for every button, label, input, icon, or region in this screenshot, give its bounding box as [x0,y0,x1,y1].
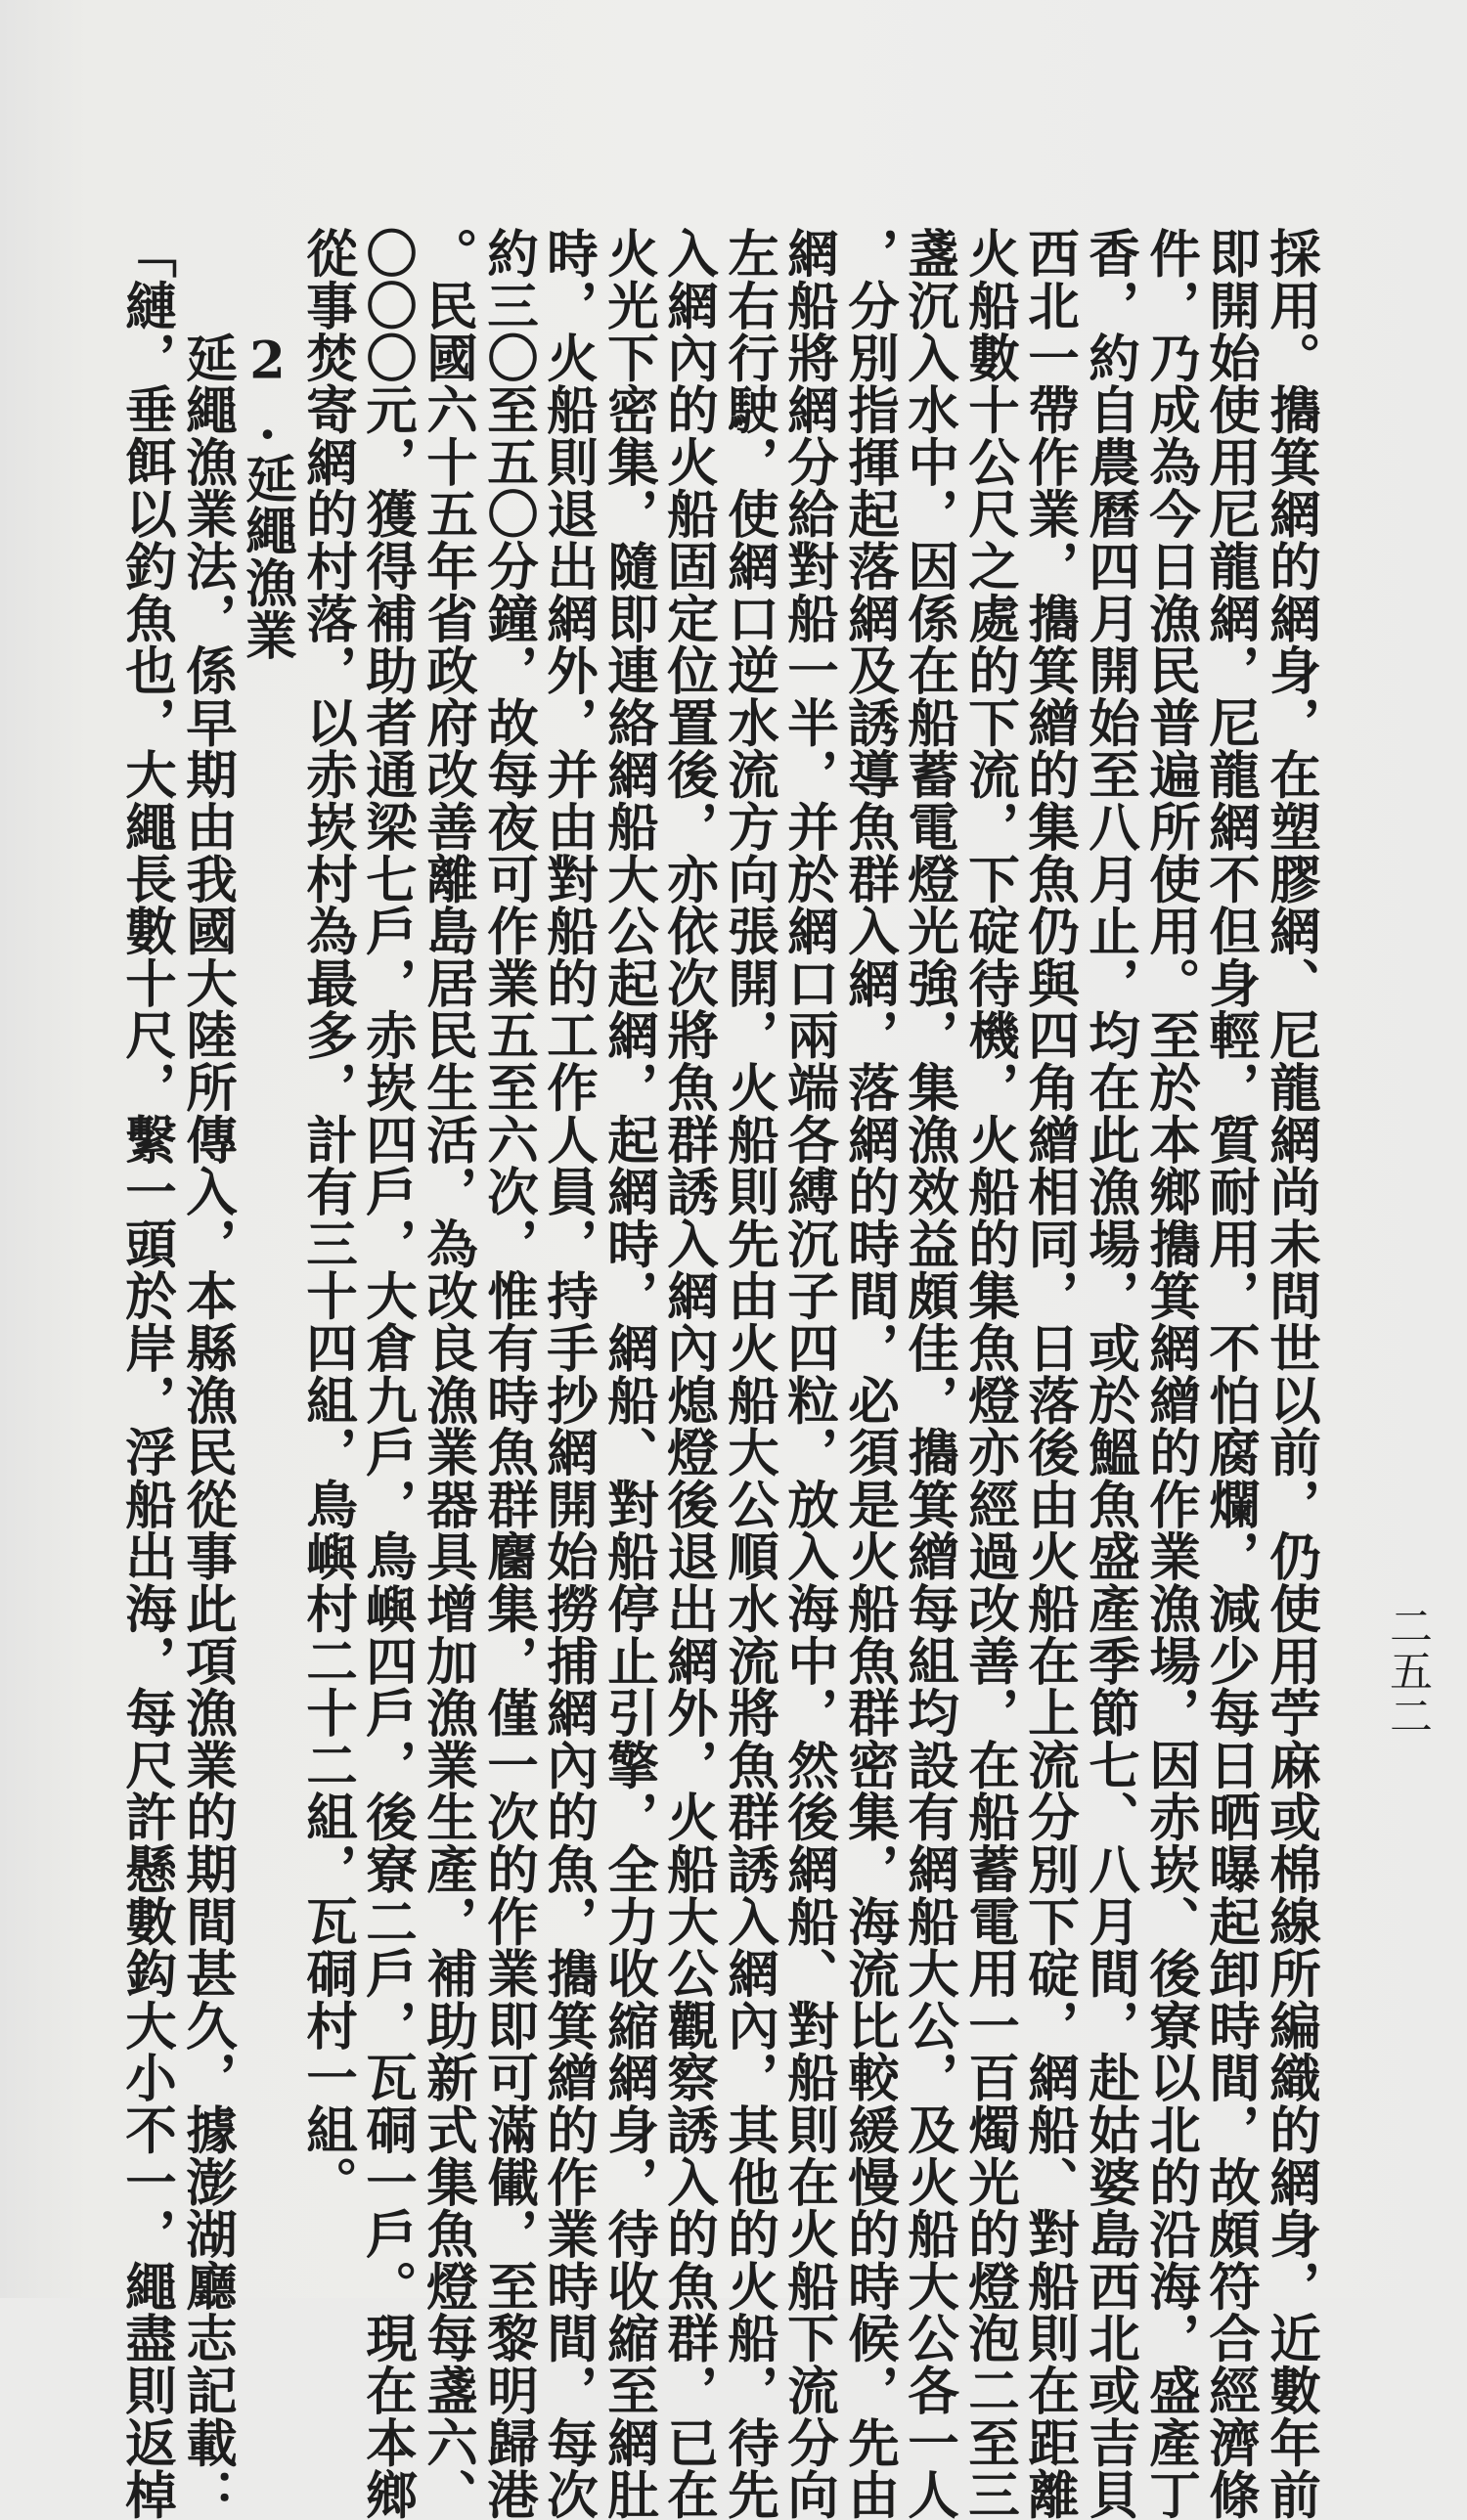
text-column-5: 西北一帶作業，㩦箕繒的集魚仍與四角繒相同，日落後由火船在上流分別下碇，網船、對船則在距離 [1020,227,1080,2520]
text-column-10: 左右行駛，使網口逆水流方向張開，火船則先由火船大公順水流將魚群誘入網內，其他的火船，待先 [720,227,779,2520]
text-column-14: 約三〇至五〇分鐘，故每夜可作業五至六次，惟有時魚群麕集，僅一次的作業即可滿儎，至黎明歸港 [479,227,539,2520]
text-column-11: 入網內的火船固定位置後，亦依次將魚群誘入網內熄燈後退出網外，火船大公觀察誘入的魚群，已在 [659,227,719,2520]
text-column-7: 盞沉入水中，因係在船蓄電燈光強，集漁效益頗佳，㩦箕繒每組均設有網船大公，及火船大公各一人 [900,227,959,2520]
text-column-16: 〇〇〇元，獲得補助者通梁七戶，赤崁四戶，大倉九戶，鳥嶼四戶，後寮二戶，瓦硐一戶。現在本鄉 [358,227,418,2520]
text-column-3: 件，乃成為今日漁民普遍所使用。至於本鄉㩦箕網繒的作業漁場，因赤崁、後寮以北的沿海，盛產丁 [1141,227,1201,2520]
text-column-8: ，分別指揮起落網及誘導魚群入網，落網的時間，必須是火船魚群密集，海流比較緩慢的時候，先由 [840,227,900,2520]
page-number: 二五二 [1382,1604,1432,1739]
text-column-6: 火船數十公尺之處的下流，下碇待機，火船的集魚燈亦經過改善，在船蓄電用一百燭光的燈泡二至三 [960,227,1020,2520]
text-column-1: 採用。㩦箕網的網身，在塑膠網、尼龍網尚未問世以前，仍使用苧麻或棉線所編織的網身，近數年前 [1262,227,1321,2520]
text-column-9: 網船將網分給對船一半，并於網口兩端各縛沉子四粒，放入海中，然後網船、對船則在火船下流分向 [779,227,839,2520]
section-heading: 2.延繩漁業 [238,227,297,661]
text-column-13: 時，火船則退出網外，并由對船的工作人員，持手抄網開始撈捕網內的魚，㩦箕繒的作業時間，每次 [539,227,599,2520]
text-column-19: 延繩漁業法，係早期由我國大陸所傳入，本縣漁民從事此項漁業的期間甚久，據澎湖廳志記載： [178,227,238,2520]
text-column-12: 火光下密集，隨即連絡網船大公起網，起網時，網船、對船停止引擎，全力收縮網身，待收縮至網肚 [600,227,659,2520]
text-column-2: 即開始使用尼龍網，尼龍網不但身輕，質耐用，不怕腐爛，減少每日晒曝起卸時間，故頗符合經濟條 [1201,227,1261,2520]
text-column-17: 從事焚寄網的村落，以赤崁村為最多，計有三十四組，鳥嶼村二十二組，瓦硐村一組。 [298,227,358,2208]
text-column-15: 。民國六十五年省政府改善離島居民生活，為改良漁業器具增加漁業生產，補助新式集魚燈每盞六、 [419,227,478,2520]
text-column-4: 香，約自農曆四月開始至八月止，均在此漁場，或於鰮魚盛產季節七、八月間，赴姑婆島西北或吉貝 [1081,227,1140,2520]
text-column-20: 「縺，垂餌以釣魚也，大繩長數十尺，繫一頭於岸，浮船出海，每尺許懸數鈎大小不一，繩盡則返棹 [117,227,177,2520]
